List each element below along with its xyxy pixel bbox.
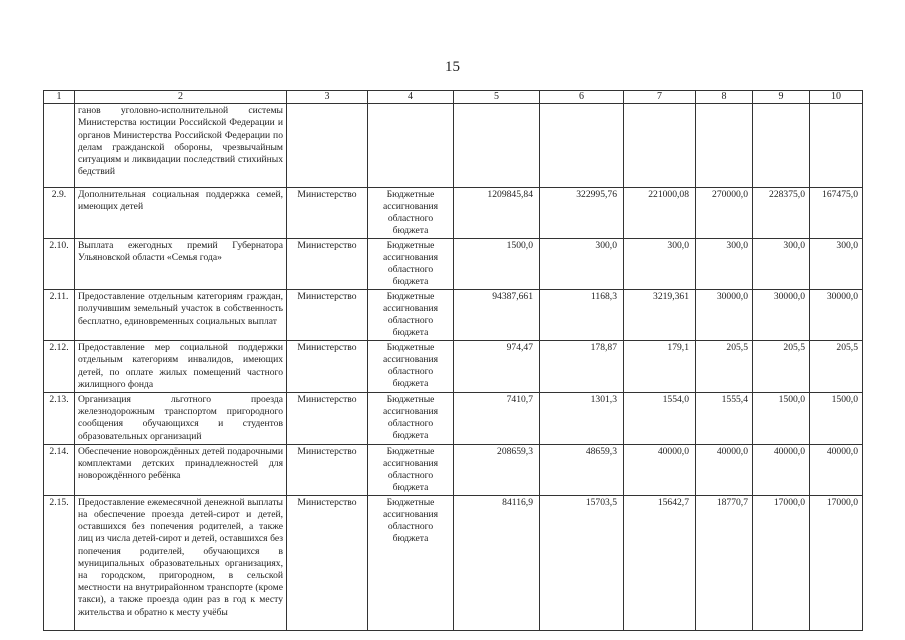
row-executor: Министерство bbox=[287, 495, 368, 630]
header-col-3: 3 bbox=[287, 91, 368, 104]
row-source: Бюджетные ассигнования областного бюджета bbox=[368, 188, 454, 239]
row-year-4 bbox=[753, 104, 810, 188]
row-year-5: 205,5 bbox=[810, 341, 863, 393]
row-year-3: 205,5 bbox=[696, 341, 753, 393]
row-total: 974,47 bbox=[454, 341, 540, 393]
row-year-2: 15642,7 bbox=[624, 495, 696, 630]
row-year-3: 40000,0 bbox=[696, 444, 753, 495]
header-col-4: 4 bbox=[368, 91, 454, 104]
table-row bbox=[44, 104, 863, 188]
row-year-5: 300,0 bbox=[810, 239, 863, 290]
row-total: 1209845,84 bbox=[454, 188, 540, 239]
header-col-1: 1 bbox=[44, 91, 75, 104]
row-year-5: 17000,0 bbox=[810, 495, 863, 630]
row-year-2: 179,1 bbox=[624, 341, 696, 393]
row-year-1: 15703,5 bbox=[540, 495, 624, 630]
row-year-1: 300,0 bbox=[540, 239, 624, 290]
row-year-1: 1168,3 bbox=[540, 290, 624, 341]
row-executor: Министерство bbox=[287, 341, 368, 393]
table-row bbox=[44, 290, 863, 341]
row-year-4: 300,0 bbox=[753, 239, 810, 290]
row-number: 2.15. bbox=[44, 495, 75, 630]
row-year-3: 1555,4 bbox=[696, 393, 753, 445]
row-total: 1500,0 bbox=[454, 239, 540, 290]
row-year-5: 167475,0 bbox=[810, 188, 863, 239]
row-year-2: 300,0 bbox=[624, 239, 696, 290]
row-name: Предоставление отдельным категориям граждан, получившим земельный участок в собственность бесплатно, единовременных социальных выплат bbox=[75, 290, 287, 341]
row-number: 2.9. bbox=[44, 188, 75, 239]
page-number: 15 bbox=[445, 59, 460, 75]
row-source: Бюджетные ассигнования областного бюджета bbox=[368, 239, 454, 290]
row-year-1 bbox=[540, 104, 624, 188]
row-number: 2.12. bbox=[44, 341, 75, 393]
row-year-2: 1554,0 bbox=[624, 393, 696, 445]
row-name: Организация льготного проезда железнодорожным транспортом пригородного сообщения обучающихся и студентов образовательных организаций bbox=[75, 393, 287, 445]
row-executor: Министерство bbox=[287, 290, 368, 341]
table-row bbox=[44, 188, 863, 239]
row-source: Бюджетные ассигнования областного бюджета bbox=[368, 393, 454, 445]
header-col-2: 2 bbox=[75, 91, 287, 104]
row-year-3: 300,0 bbox=[696, 239, 753, 290]
table-row bbox=[44, 495, 863, 630]
header-col-5: 5 bbox=[454, 91, 540, 104]
row-year-3: 18770,7 bbox=[696, 495, 753, 630]
row-year-5: 40000,0 bbox=[810, 444, 863, 495]
row-name: Выплата ежегодных премий Губернатора Ульяновской области «Семья года» bbox=[75, 239, 287, 290]
table-row bbox=[44, 239, 863, 290]
row-name: Предоставление мер социальной поддержки отдельным категориям инвалидов, имеющих детей, по оплате жилых помещений частного жилищного фонда bbox=[75, 341, 287, 393]
row-total bbox=[454, 104, 540, 188]
row-year-2 bbox=[624, 104, 696, 188]
row-total: 7410,7 bbox=[454, 393, 540, 445]
row-source: Бюджетные ассигнования областного бюджета bbox=[368, 495, 454, 630]
row-year-1: 48659,3 bbox=[540, 444, 624, 495]
header-col-10: 10 bbox=[810, 91, 863, 104]
row-executor: Министерство bbox=[287, 188, 368, 239]
row-year-4: 17000,0 bbox=[753, 495, 810, 630]
row-number: 2.14. bbox=[44, 444, 75, 495]
row-year-4: 1500,0 bbox=[753, 393, 810, 445]
row-total: 208659,3 bbox=[454, 444, 540, 495]
row-year-4: 228375,0 bbox=[753, 188, 810, 239]
row-name: Предоставление ежемесячной денежной выплаты на обеспечение проезда детей-сирот и детей, оставшихся без попечения родителей, а также лиц из числа детей-сирот и детей, оставшихся без попечения родителей, обучающихся в муниципальных образовательных организациях, на городском, пригородном, в сельской местности на внутрирайонном транспорте (кроме такси), а также проезда один раз в год к месту жительства и обратно к месту учёбы bbox=[75, 495, 287, 630]
row-year-2: 3219,361 bbox=[624, 290, 696, 341]
row-year-5: 1500,0 bbox=[810, 393, 863, 445]
row-year-1: 1301,3 bbox=[540, 393, 624, 445]
row-number bbox=[44, 104, 75, 188]
row-year-2: 40000,0 bbox=[624, 444, 696, 495]
row-year-3 bbox=[696, 104, 753, 188]
row-year-3: 270000,0 bbox=[696, 188, 753, 239]
row-number: 2.10. bbox=[44, 239, 75, 290]
header-row bbox=[44, 91, 863, 104]
row-source: Бюджетные ассигнования областного бюджета bbox=[368, 290, 454, 341]
row-year-4: 40000,0 bbox=[753, 444, 810, 495]
row-year-4: 205,5 bbox=[753, 341, 810, 393]
table-row bbox=[44, 444, 863, 495]
header-col-6: 6 bbox=[540, 91, 624, 104]
row-total: 84116,9 bbox=[454, 495, 540, 630]
row-executor: Министерство bbox=[287, 239, 368, 290]
row-name: Обеспечение новорождённых детей подарочными комплектами детских принадлежностей для новорождённого ребёнка bbox=[75, 444, 287, 495]
table-row bbox=[44, 393, 863, 445]
header-col-8: 8 bbox=[696, 91, 753, 104]
row-source: Бюджетные ассигнования областного бюджета bbox=[368, 444, 454, 495]
row-name: ганов уголовно-исполнительной системы Министерства юстиции Российской Федерации и органов Министерства Российской Федерации по делам гражданской обороны, чрезвычайным ситуациям и ликвидации последствий стихийных бедствий bbox=[75, 104, 287, 188]
row-year-5 bbox=[810, 104, 863, 188]
header-col-7: 7 bbox=[624, 91, 696, 104]
row-source bbox=[368, 104, 454, 188]
header-col-9: 9 bbox=[753, 91, 810, 104]
row-year-1: 322995,76 bbox=[540, 188, 624, 239]
table-row bbox=[44, 341, 863, 393]
row-name: Дополнительная социальная поддержка семей, имеющих детей bbox=[75, 188, 287, 239]
row-executor bbox=[287, 104, 368, 188]
row-year-1: 178,87 bbox=[540, 341, 624, 393]
row-year-4: 30000,0 bbox=[753, 290, 810, 341]
row-executor: Министерство bbox=[287, 393, 368, 445]
row-source: Бюджетные ассигнования областного бюджета bbox=[368, 341, 454, 393]
row-number: 2.11. bbox=[44, 290, 75, 341]
row-year-3: 30000,0 bbox=[696, 290, 753, 341]
row-total: 94387,661 bbox=[454, 290, 540, 341]
row-year-5: 30000,0 bbox=[810, 290, 863, 341]
row-year-2: 221000,08 bbox=[624, 188, 696, 239]
program-table bbox=[43, 90, 863, 631]
row-number: 2.13. bbox=[44, 393, 75, 445]
row-executor: Министерство bbox=[287, 444, 368, 495]
